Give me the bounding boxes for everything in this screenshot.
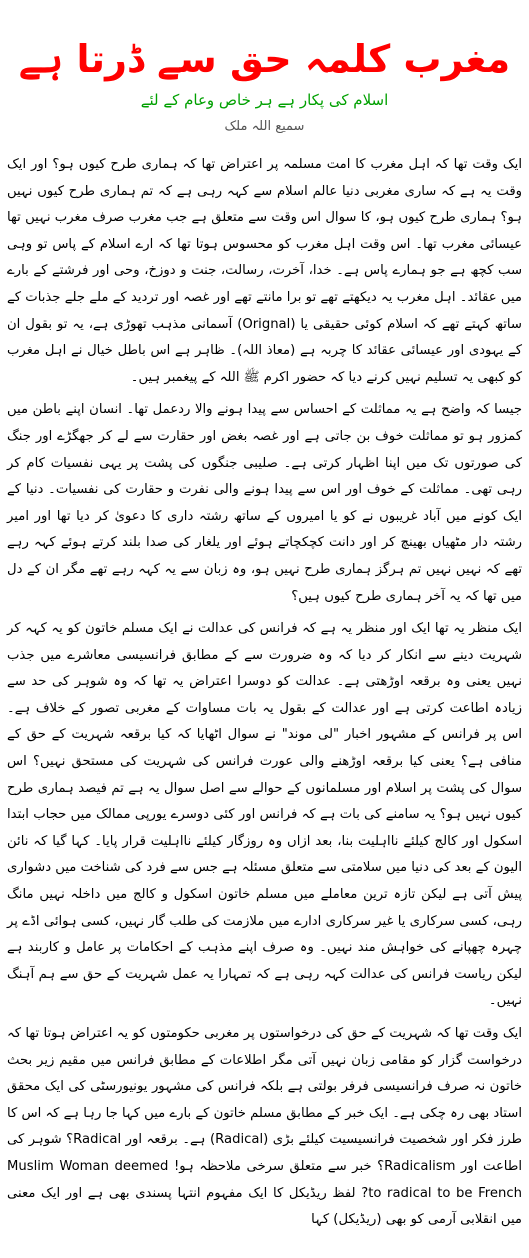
page-subtitle: اسلام کی پکار ہے ہر خاص وعام کے لئے	[140, 91, 389, 109]
paragraph-1: ایک وقت تھا کہ اہل مغرب کا امت مسلمہ پر اعتراض تھا کہ ہماری طرح کیوں ہو؟ اور ایک وقت یہ ہے کہ ساری مغربی دنیا عالم اسلام سے کہہ رہی ہے کہ تم ہماری طرح کیوں نہیں ہو؟ ہماری طرح کیوں ہو، کا سوال اس وقت سے متعلق ہے جب مغرب صرف مغرب نہیں تھا عیسائی مغرب تھا۔ اس وقت اہل مغرب کو محسوس ہوتا تھا کہ ارے اسلام کے پاس تو وہی سب کچھ ہے جو ہمارے پاس ہے۔ خدا، آخرت، رسالت، جنت و دوزخ، وحی اور فرشتے کے بارے میں عقائد۔ اہل مغرب یہ دیکھتے تھے تو برا مانتے تھے اور غصہ اور تردید کے ملے جلے جذبات کے ساتھ کہتے تھے کہ اسلام کوئی حقیقی یا (Orignal) آسمانی مذہب تھوڑی ہے، یہ تو بقول ان کے یہودی اور عیسائی عقائد کا چربہ ہے (معاذ اللہ)۔ ظاہر ہے اس باطل خیال نے اہل مغرب کو کبھی یہ تسلیم نہیں کرنے دیا کہ حضور اکرم ﷺ اللہ کے پیغمبر ہیں۔	[7, 157, 522, 385]
page-title: مغرب کلمہ حق سے ڈرتا ہے	[18, 37, 511, 81]
article-body	[7, 152, 522, 1234]
paragraph-4: ایک وقت تھا کہ شہریت کے حق کی درخواستوں پر مغربی حکومتوں کو یہ اعتراض ہوتا تھا کہ درخواست گزار کو مقامی زبان نہیں آتی مگر اطلاعات کے مطابق فرانس میں مقیم زیر بحث خاتون نہ صرف فرانسیسی فرفر بولتی ہے بلکہ فرانس کی مشہور یونیورسٹی کی ایک محقق استاد بھی رہ چکی ہے۔ ایک خبر کے مطابق مسلم خاتون کے بارے میں کہا جا رہا ہے کہ اس کا طرز فکر اور شخصیت فرانسیسیت کیلئے بڑی (Radical) ہے۔ برقعہ اور Radical؟ شوہر کی اطاعت اور Radicalism؟ خبر سے متعلق سرخی ملاحظہ ہو! Muslim Woman deemed to radical to be French? لفظ ریڈیکل کا ایک مفہوم انتہا پسندی بھی ہے اور ایک معنی میں انقلابی آرمی کو بھی (ریڈیکل) کہا	[7, 1026, 522, 1228]
paragraph-2: جیسا کہ واضح ہے یہ مماثلت کے احساس سے پیدا ہونے والا ردعمل تھا۔ انسان اپنے باطن میں کمزور ہو تو مماثلت خوف بن جاتی ہے اور غصہ بغض اور حقارت سے لے کر جھگڑے اور جنگ کی صورتوں تک میں اپنا اظہار کرتی ہے۔ صلیبی جنگوں کی پشت پر یہی نفسیات کام کر رہی تھی۔ مماثلت کے خوف اور اس سے پیدا ہونے والی نفرت و حقارت کی نفسیات۔ دنیا کے ایک کونے میں آباد غریبوں نے کو یا امیروں کے ساتھ رشتہ داری کا دعویٰ کر دیا تھا اور امیر رشتہ دار مٹھیاں بھینچ کر اور دانت کچکچاتے ہوئے اور یلغار کی صدا بلند کرتے ہوئے کہہ رہے تھے کہ نہیں نہیں تم ہرگز ہماری طرح نہیں ہو، وہ زبان سے یہ کہہ رہے تھے مگر ان کے دل میں تھا کہ یہ آخر ہماری طرح کیوں ہیں؟	[7, 402, 522, 604]
author-byline: سمیع اللہ ملک	[224, 119, 305, 134]
paragraph-3: ایک منظر یہ تھا ایک اور منظر یہ ہے کہ فرانس کی عدالت نے ایک مسلم خاتون کو یہ کہہ کر شہریت دینے سے انکار کر دیا کہ وہ ضرورت سے کے مطابق فرانسیسی معاشرے میں جذب نہیں یعنی وہ برقعہ اوڑھتی ہے۔ عدالت کو دوسرا اعتراض یہ تھا کہ وہ شوہر کی حد سے زیادہ اطاعت کرتی ہے اور عدالت کے بقول یہ بات مساوات کے مغربی تصور کے خلاف ہے۔ اس پر فرانس کے مشہور اخبار "لی موند" نے سوال اٹھایا کہ کیا برقعہ شہریت کے حق کے منافی ہے؟ یعنی کیا برقعہ اوڑھنے والی عورت فرانس کی شہریت کی مستحق نہیں؟ اس سوال کی پشت پر اسلام اور مسلمانوں کے حوالے سے اصل سوال یہ ہے تم فیصد ہماری طرح کیوں نہیں ہو؟ یہ سامنے کی بات ہے کہ فرانس اور کئی دوسرے یورپی ممالک میں حجاب ابتدا اسکول اور کالج کیلئے نااہلیت بنا، بعد ازاں وہ روزگار کیلئے نااہلیت قرار پایا۔ کہا گیا کہ نائن الیون کے بعد کی دنیا میں سلامتی سے متعلق مسئلہ ہے جس سے فرد کی شناخت میں دشواری پیش آتی ہے لیکن تازہ ترین معاملے میں مسلم خاتون اسکول و کالج میں داخلہ نہیں مانگ رہی، کسی سرکاری یا غیر سرکاری ادارے میں ملازمت کی طلب گار نہیں، کسی ہوائی اڈے پر چہرہ چھپانے کی خواہش مند نہیں۔ وہ صرف اپنے مذہب کے احکامات پر عامل و کاربند ہے لیکن ریاست فرانس کی عدالت کہہ رہی ہے کہ تمہارا یہ عمل شہریت کے حق سے ہم آہنگ نہیں۔	[7, 621, 522, 1009]
